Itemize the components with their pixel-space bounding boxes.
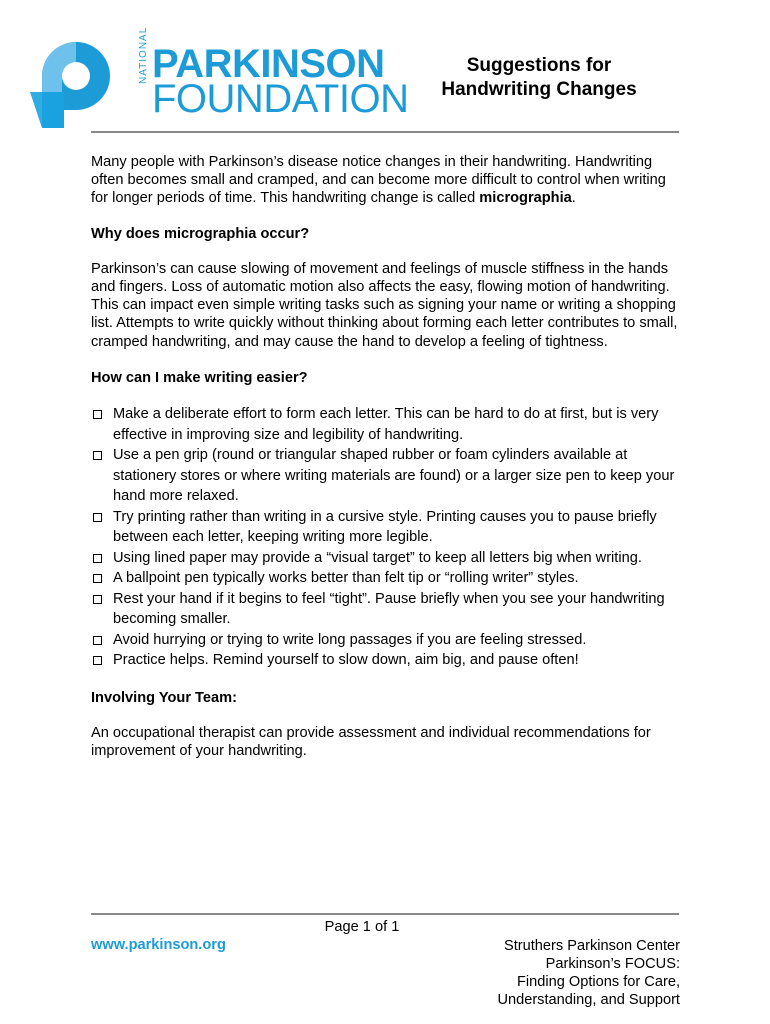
tips-list bbox=[91, 404, 681, 671]
center-line: Understanding, and Support bbox=[497, 992, 680, 1008]
list-item: Try printing rather than writing in a cursive style. Printing causes you to pause briefly between each letter, keeping writing more legible. bbox=[91, 507, 681, 548]
list-item: Using lined paper may provide a “visual target” to keep all letters big when writing. bbox=[91, 548, 681, 569]
checkbox-icon bbox=[93, 595, 102, 604]
list-item: Rest your hand if it begins to feel “tight”. Pause briefly when you see your handwriting becoming smaller. bbox=[91, 589, 681, 630]
page-number: Page 1 of 1 bbox=[324, 919, 400, 935]
checkbox-icon bbox=[93, 410, 102, 419]
title-line-2: Handwriting Changes bbox=[441, 79, 637, 100]
footer-divider bbox=[91, 913, 679, 915]
center-line: Struthers Parkinson Center bbox=[503, 938, 680, 954]
document-title bbox=[400, 54, 678, 102]
website-link[interactable]: www.parkinson.org bbox=[91, 937, 226, 953]
center-line: Finding Options for Care, bbox=[516, 974, 680, 990]
intro-paragraph: Many people with Parkinson’s disease notice changes in their handwriting. Handwriting often becomes small and cramped, and can become more difficult to control when writing for longer periods of time. This handwriting change is called micrographia. bbox=[91, 154, 666, 207]
logo-p-mark-icon bbox=[30, 32, 126, 128]
list-item: Make a deliberate effort to form each letter. This can be hard to do at first, but is very effective in improving size and legibility of handwriting. bbox=[91, 404, 681, 445]
list-item: A ballpoint pen typically works better than felt tip or “rolling writer” styles. bbox=[91, 568, 681, 589]
logo-parkinson-text: PARKINSON bbox=[152, 42, 385, 86]
center-info bbox=[420, 937, 680, 1009]
parkinson-foundation-logo bbox=[30, 26, 409, 128]
section-heading-why: Why does micrographia occur? bbox=[91, 225, 310, 242]
section-body-why: Parkinson’s can cause slowing of movement and feelings of muscle stiffness in the hands and fingers. Loss of automatic motion also affects the easy, flowing motion of handwriting. This can impact even simple writing tasks such as signing your name or writing a shopping list. Attempts to write quickly without thinking about forming each letter contributes to small, cramped handwriting, and may cause the hand to develop a feeling of tightness. bbox=[91, 260, 678, 350]
checkbox-icon bbox=[93, 574, 102, 583]
checkbox-icon bbox=[93, 554, 102, 563]
document-body bbox=[91, 153, 681, 760]
checkbox-icon bbox=[93, 636, 102, 645]
list-item: Avoid hurrying or trying to write long passages if you are feeling stressed. bbox=[91, 630, 681, 651]
logo-national-text: NATIONAL bbox=[138, 26, 149, 84]
section-heading-how: How can I make writing easier? bbox=[91, 369, 308, 386]
title-line-1: Suggestions for bbox=[466, 55, 612, 76]
checkbox-icon bbox=[93, 656, 102, 665]
list-item: Use a pen grip (round or triangular shaped rubber or foam cylinders available at stationery stores or where writing materials are found) or a larger size pen to keep your hand more relaxed. bbox=[91, 445, 681, 507]
checkbox-icon bbox=[93, 451, 102, 460]
center-line: Parkinson’s FOCUS: bbox=[545, 956, 680, 972]
checkbox-icon bbox=[93, 513, 102, 522]
section-heading-team: Involving Your Team: bbox=[91, 689, 237, 706]
logo-foundation-text: FOUNDATION bbox=[152, 77, 409, 121]
list-item: Practice helps. Remind yourself to slow down, aim big, and pause often! bbox=[91, 650, 681, 671]
header-divider bbox=[91, 131, 679, 133]
section-body-team: An occupational therapist can provide assessment and individual recommendations for improvement of your handwriting. bbox=[91, 724, 651, 759]
micrographia-term: micrographia bbox=[479, 190, 572, 207]
